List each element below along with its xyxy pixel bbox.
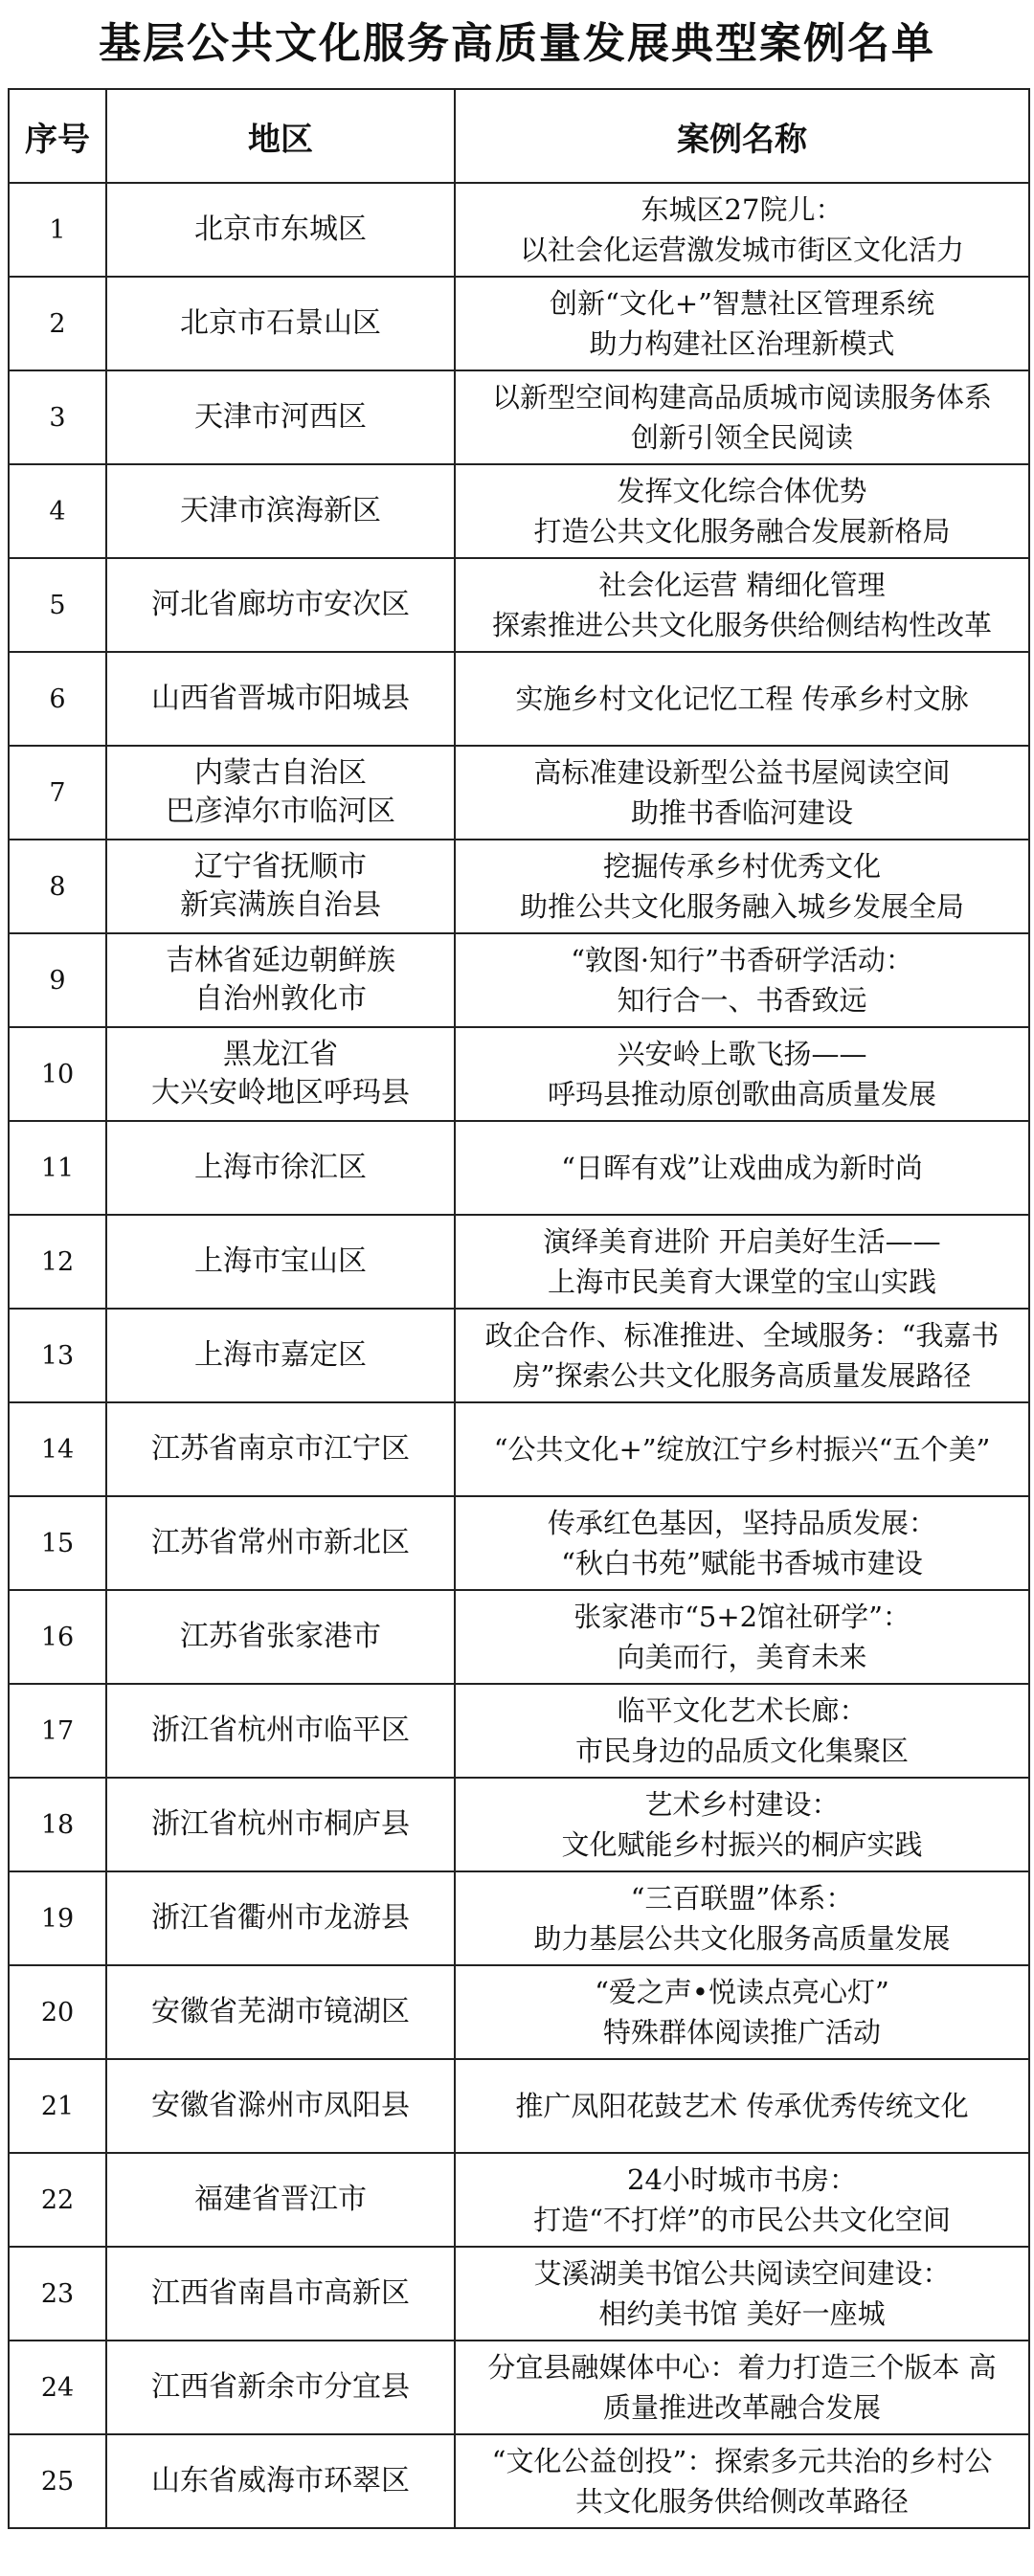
region-cell <box>106 2153 455 2247</box>
table-row <box>9 1309 1029 1402</box>
region-line: 江苏省张家港市 <box>180 1620 381 1653</box>
region-cell <box>106 1027 455 1121</box>
region-cell <box>106 277 455 370</box>
table-row <box>9 2434 1029 2528</box>
region-line: 上海市徐汇区 <box>194 1151 367 1184</box>
region-line: 大兴安岭地区呼玛县 <box>151 1076 410 1109</box>
row-number: 24 <box>9 2341 106 2434</box>
case-name-cell <box>455 1778 1029 1871</box>
table-row <box>9 840 1029 933</box>
case-name-line: 兴安岭上歌飞扬—— <box>617 1038 867 1070</box>
row-number: 2 <box>9 277 106 370</box>
case-name-line: 上海市民美育大课堂的宝山实践 <box>547 1266 936 1298</box>
case-name-line: 助推公共文化服务融入城乡发展全局 <box>519 890 964 923</box>
case-name-line: “敦图·知行”书香研学活动： <box>571 944 913 976</box>
case-name-cell <box>455 652 1029 746</box>
table-row <box>9 1215 1029 1309</box>
region-cell <box>106 933 455 1027</box>
case-name-cell <box>455 558 1029 652</box>
region-line: 上海市嘉定区 <box>194 1338 367 1372</box>
case-name-line: 探索推进公共文化服务供给侧结构性改革 <box>491 609 992 641</box>
region-line: 江西省新余市分宜县 <box>151 2370 410 2404</box>
case-name-cell <box>455 1871 1029 1965</box>
case-name-line: 打造公共文化服务融合发展新格局 <box>533 515 951 548</box>
region-line: 江苏省常州市新北区 <box>151 1526 410 1559</box>
region-line: 江苏省南京市江宁区 <box>151 1432 410 1466</box>
case-name-cell <box>455 2341 1029 2434</box>
region-cell <box>106 1590 455 1684</box>
case-table <box>8 88 1030 2529</box>
case-name-line: 助力基层公共文化服务高质量发展 <box>533 1922 951 1955</box>
case-name-cell <box>455 183 1029 277</box>
case-name-line: “公共文化+”绽放江宁乡村振兴“五个美” <box>493 1433 991 1466</box>
row-number: 13 <box>9 1309 106 1402</box>
case-name-line: “秋白书苑”赋能书香城市建设 <box>561 1547 923 1579</box>
region-line: 福建省晋江市 <box>194 2183 367 2216</box>
row-number: 18 <box>9 1778 106 1871</box>
region-line: 浙江省衢州市龙游县 <box>151 1901 410 1935</box>
row-number: 21 <box>9 2059 106 2153</box>
region-cell <box>106 1215 455 1309</box>
region-line: 内蒙古自治区 <box>194 756 367 790</box>
table-row <box>9 933 1029 1027</box>
region-line: 安徽省滁州市凤阳县 <box>151 2089 410 2122</box>
region-cell <box>106 464 455 558</box>
case-name-cell <box>455 1309 1029 1402</box>
case-name-line: “日晖有戏”让戏曲成为新时尚 <box>561 1152 923 1184</box>
row-number: 4 <box>9 464 106 558</box>
row-number: 25 <box>9 2434 106 2528</box>
region-cell <box>106 1309 455 1402</box>
case-name-cell <box>455 2434 1029 2528</box>
table-row <box>9 370 1029 464</box>
row-number: 3 <box>9 370 106 464</box>
case-name-line: 向美而行，美育未来 <box>617 1641 867 1673</box>
region-cell <box>106 652 455 746</box>
case-name-line: 市民身边的品质文化集聚区 <box>574 1735 909 1767</box>
table-row <box>9 1684 1029 1778</box>
case-name-line: 共文化服务供给侧改革路径 <box>574 2485 909 2518</box>
region-cell <box>106 1496 455 1590</box>
case-name-cell <box>455 840 1029 933</box>
region-line: 北京市东城区 <box>194 213 367 246</box>
table-row <box>9 1590 1029 1684</box>
row-number: 15 <box>9 1496 106 1590</box>
case-name-line: 张家港市“5+2馆社研学”： <box>573 1601 910 1633</box>
region-line: 山西省晋城市阳城县 <box>151 682 410 715</box>
row-number: 6 <box>9 652 106 746</box>
row-number: 19 <box>9 1871 106 1965</box>
case-name-cell <box>455 1496 1029 1590</box>
case-name-line: 东城区27院儿： <box>641 193 843 226</box>
table-header-row <box>9 89 1029 183</box>
region-line: 河北省廊坊市安次区 <box>151 588 410 621</box>
table-row <box>9 2153 1029 2247</box>
case-name-line: 助推书香临河建设 <box>630 796 853 829</box>
row-number: 1 <box>9 183 106 277</box>
case-name-line: 打造“不打烊”的市民公共文化空间 <box>533 2204 951 2236</box>
case-name-line: 以新型空间构建高品质城市阅读服务体系 <box>491 381 992 414</box>
case-name-line: 挖掘传承乡村优秀文化 <box>602 850 881 883</box>
case-name-line: 以社会化运营激发城市街区文化活力 <box>519 234 964 266</box>
region-line: 浙江省杭州市临平区 <box>151 1714 410 1747</box>
header-region: 地区 <box>106 89 455 183</box>
case-name-line: 发挥文化综合体优势 <box>617 475 867 507</box>
case-name-cell <box>455 464 1029 558</box>
table-row <box>9 2341 1029 2434</box>
case-name-line: 演绎美育进阶 开启美好生活—— <box>543 1225 941 1258</box>
case-name-line: 呼玛县推动原创歌曲高质量发展 <box>547 1078 936 1110</box>
case-name-cell <box>455 277 1029 370</box>
region-cell <box>106 183 455 277</box>
case-name-line: 艾溪湖美书馆公共阅读空间建设： <box>533 2257 951 2290</box>
region-line: 黑龙江省 <box>223 1038 338 1071</box>
table-row <box>9 1496 1029 1590</box>
region-line: 天津市河西区 <box>194 400 367 434</box>
region-cell <box>106 1871 455 1965</box>
region-line: 北京市石景山区 <box>180 306 381 340</box>
case-name-line: “爱之声•悦读点亮心灯” <box>595 1976 889 2008</box>
case-name-cell <box>455 746 1029 840</box>
case-name-line: 创新“文化+”智慧社区管理系统 <box>550 287 934 320</box>
case-name-line: 文化赋能乡村振兴的桐庐实践 <box>561 1828 923 1861</box>
header-case: 案例名称 <box>455 89 1029 183</box>
table-row <box>9 2247 1029 2341</box>
case-name-line: 政企合作、标准推进、全域服务：“我嘉书 <box>484 1319 1000 1352</box>
table-row <box>9 1402 1029 1496</box>
region-cell <box>106 1121 455 1215</box>
case-name-line: 创新引领全民阅读 <box>630 421 853 454</box>
region-cell <box>106 370 455 464</box>
row-number: 14 <box>9 1402 106 1496</box>
table-row <box>9 2059 1029 2153</box>
row-number: 22 <box>9 2153 106 2247</box>
row-number: 17 <box>9 1684 106 1778</box>
row-number: 12 <box>9 1215 106 1309</box>
row-number: 5 <box>9 558 106 652</box>
region-cell <box>106 840 455 933</box>
table-row <box>9 1965 1029 2059</box>
case-name-line: “三百联盟”体系： <box>630 1882 854 1915</box>
case-name-cell <box>455 1121 1029 1215</box>
case-name-line: 24小时城市书房： <box>627 2163 857 2196</box>
region-line: 上海市宝山区 <box>194 1244 367 1278</box>
case-name-line: 传承红色基因，坚持品质发展： <box>547 1507 936 1539</box>
case-name-line: 临平文化艺术长廊： <box>617 1694 867 1727</box>
region-line: 自治州敦化市 <box>194 982 367 1016</box>
region-cell <box>106 746 455 840</box>
region-cell <box>106 2247 455 2341</box>
case-name-line: 知行合一、书香致远 <box>617 984 867 1017</box>
case-name-cell <box>455 1590 1029 1684</box>
table-row <box>9 1778 1029 1871</box>
row-number: 10 <box>9 1027 106 1121</box>
row-number: 8 <box>9 840 106 933</box>
region-cell <box>106 1965 455 2059</box>
case-name-line: 实施乡村文化记忆工程 传承乡村文脉 <box>515 683 969 715</box>
region-line: 浙江省杭州市桐庐县 <box>151 1807 410 1841</box>
case-name-cell <box>455 1215 1029 1309</box>
table-row <box>9 277 1029 370</box>
case-name-line: 分宜县融媒体中心：着力打造三个版本 高 <box>487 2351 997 2384</box>
row-number: 20 <box>9 1965 106 2059</box>
case-name-cell <box>455 370 1029 464</box>
case-name-cell <box>455 2247 1029 2341</box>
case-name-line: 特殊群体阅读推广活动 <box>602 2016 881 2049</box>
row-number: 11 <box>9 1121 106 1215</box>
region-cell <box>106 1402 455 1496</box>
row-number: 16 <box>9 1590 106 1684</box>
region-cell <box>106 1778 455 1871</box>
table-row <box>9 464 1029 558</box>
table-row <box>9 746 1029 840</box>
table-row <box>9 652 1029 746</box>
case-name-line: 相约美书馆 美好一座城 <box>598 2297 886 2330</box>
region-line: 天津市滨海新区 <box>180 494 381 527</box>
case-name-cell <box>455 1965 1029 2059</box>
row-number: 23 <box>9 2247 106 2341</box>
case-name-cell <box>455 2059 1029 2153</box>
case-name-cell <box>455 2153 1029 2247</box>
case-name-cell <box>455 1402 1029 1496</box>
region-line: 安徽省芜湖市镜湖区 <box>151 1995 410 2028</box>
table-row <box>9 558 1029 652</box>
region-line: 新宾满族自治县 <box>180 888 381 922</box>
region-cell <box>106 1684 455 1778</box>
region-line: 山东省威海市环翠区 <box>151 2464 410 2498</box>
case-name-line: 质量推进改革融合发展 <box>602 2391 881 2424</box>
region-line: 辽宁省抚顺市 <box>194 850 367 884</box>
document-title: 基层公共文化服务高质量发展典型案例名单 <box>99 19 935 68</box>
table-row <box>9 1121 1029 1215</box>
case-name-line: 艺术乡村建设： <box>644 1788 840 1821</box>
table-body <box>9 183 1029 2528</box>
header-num: 序号 <box>9 89 106 183</box>
case-name-cell <box>455 1684 1029 1778</box>
region-cell <box>106 2434 455 2528</box>
region-cell <box>106 2059 455 2153</box>
case-name-line: “文化公益创投”：探索多元共治的乡村公 <box>491 2445 993 2477</box>
region-line: 江西省南昌市高新区 <box>151 2276 410 2310</box>
case-name-line: 高标准建设新型公益书屋阅读空间 <box>533 756 951 789</box>
region-line: 吉林省延边朝鲜族 <box>166 944 395 977</box>
row-number: 7 <box>9 746 106 840</box>
table-row <box>9 183 1029 277</box>
region-line: 巴彦淖尔市临河区 <box>166 795 395 828</box>
case-name-line: 助力构建社区治理新模式 <box>589 327 895 360</box>
region-cell <box>106 2341 455 2434</box>
table-row <box>9 1027 1029 1121</box>
region-cell <box>106 558 455 652</box>
case-name-line: 房”探索公共文化服务高质量发展路径 <box>512 1359 972 1392</box>
row-number: 9 <box>9 933 106 1027</box>
case-name-line: 推广凤阳花鼓艺术 传承优秀传统文化 <box>515 2090 969 2122</box>
table-row <box>9 1871 1029 1965</box>
case-name-cell <box>455 933 1029 1027</box>
case-name-cell <box>455 1027 1029 1121</box>
case-name-line: 社会化运营 精细化管理 <box>598 569 886 601</box>
